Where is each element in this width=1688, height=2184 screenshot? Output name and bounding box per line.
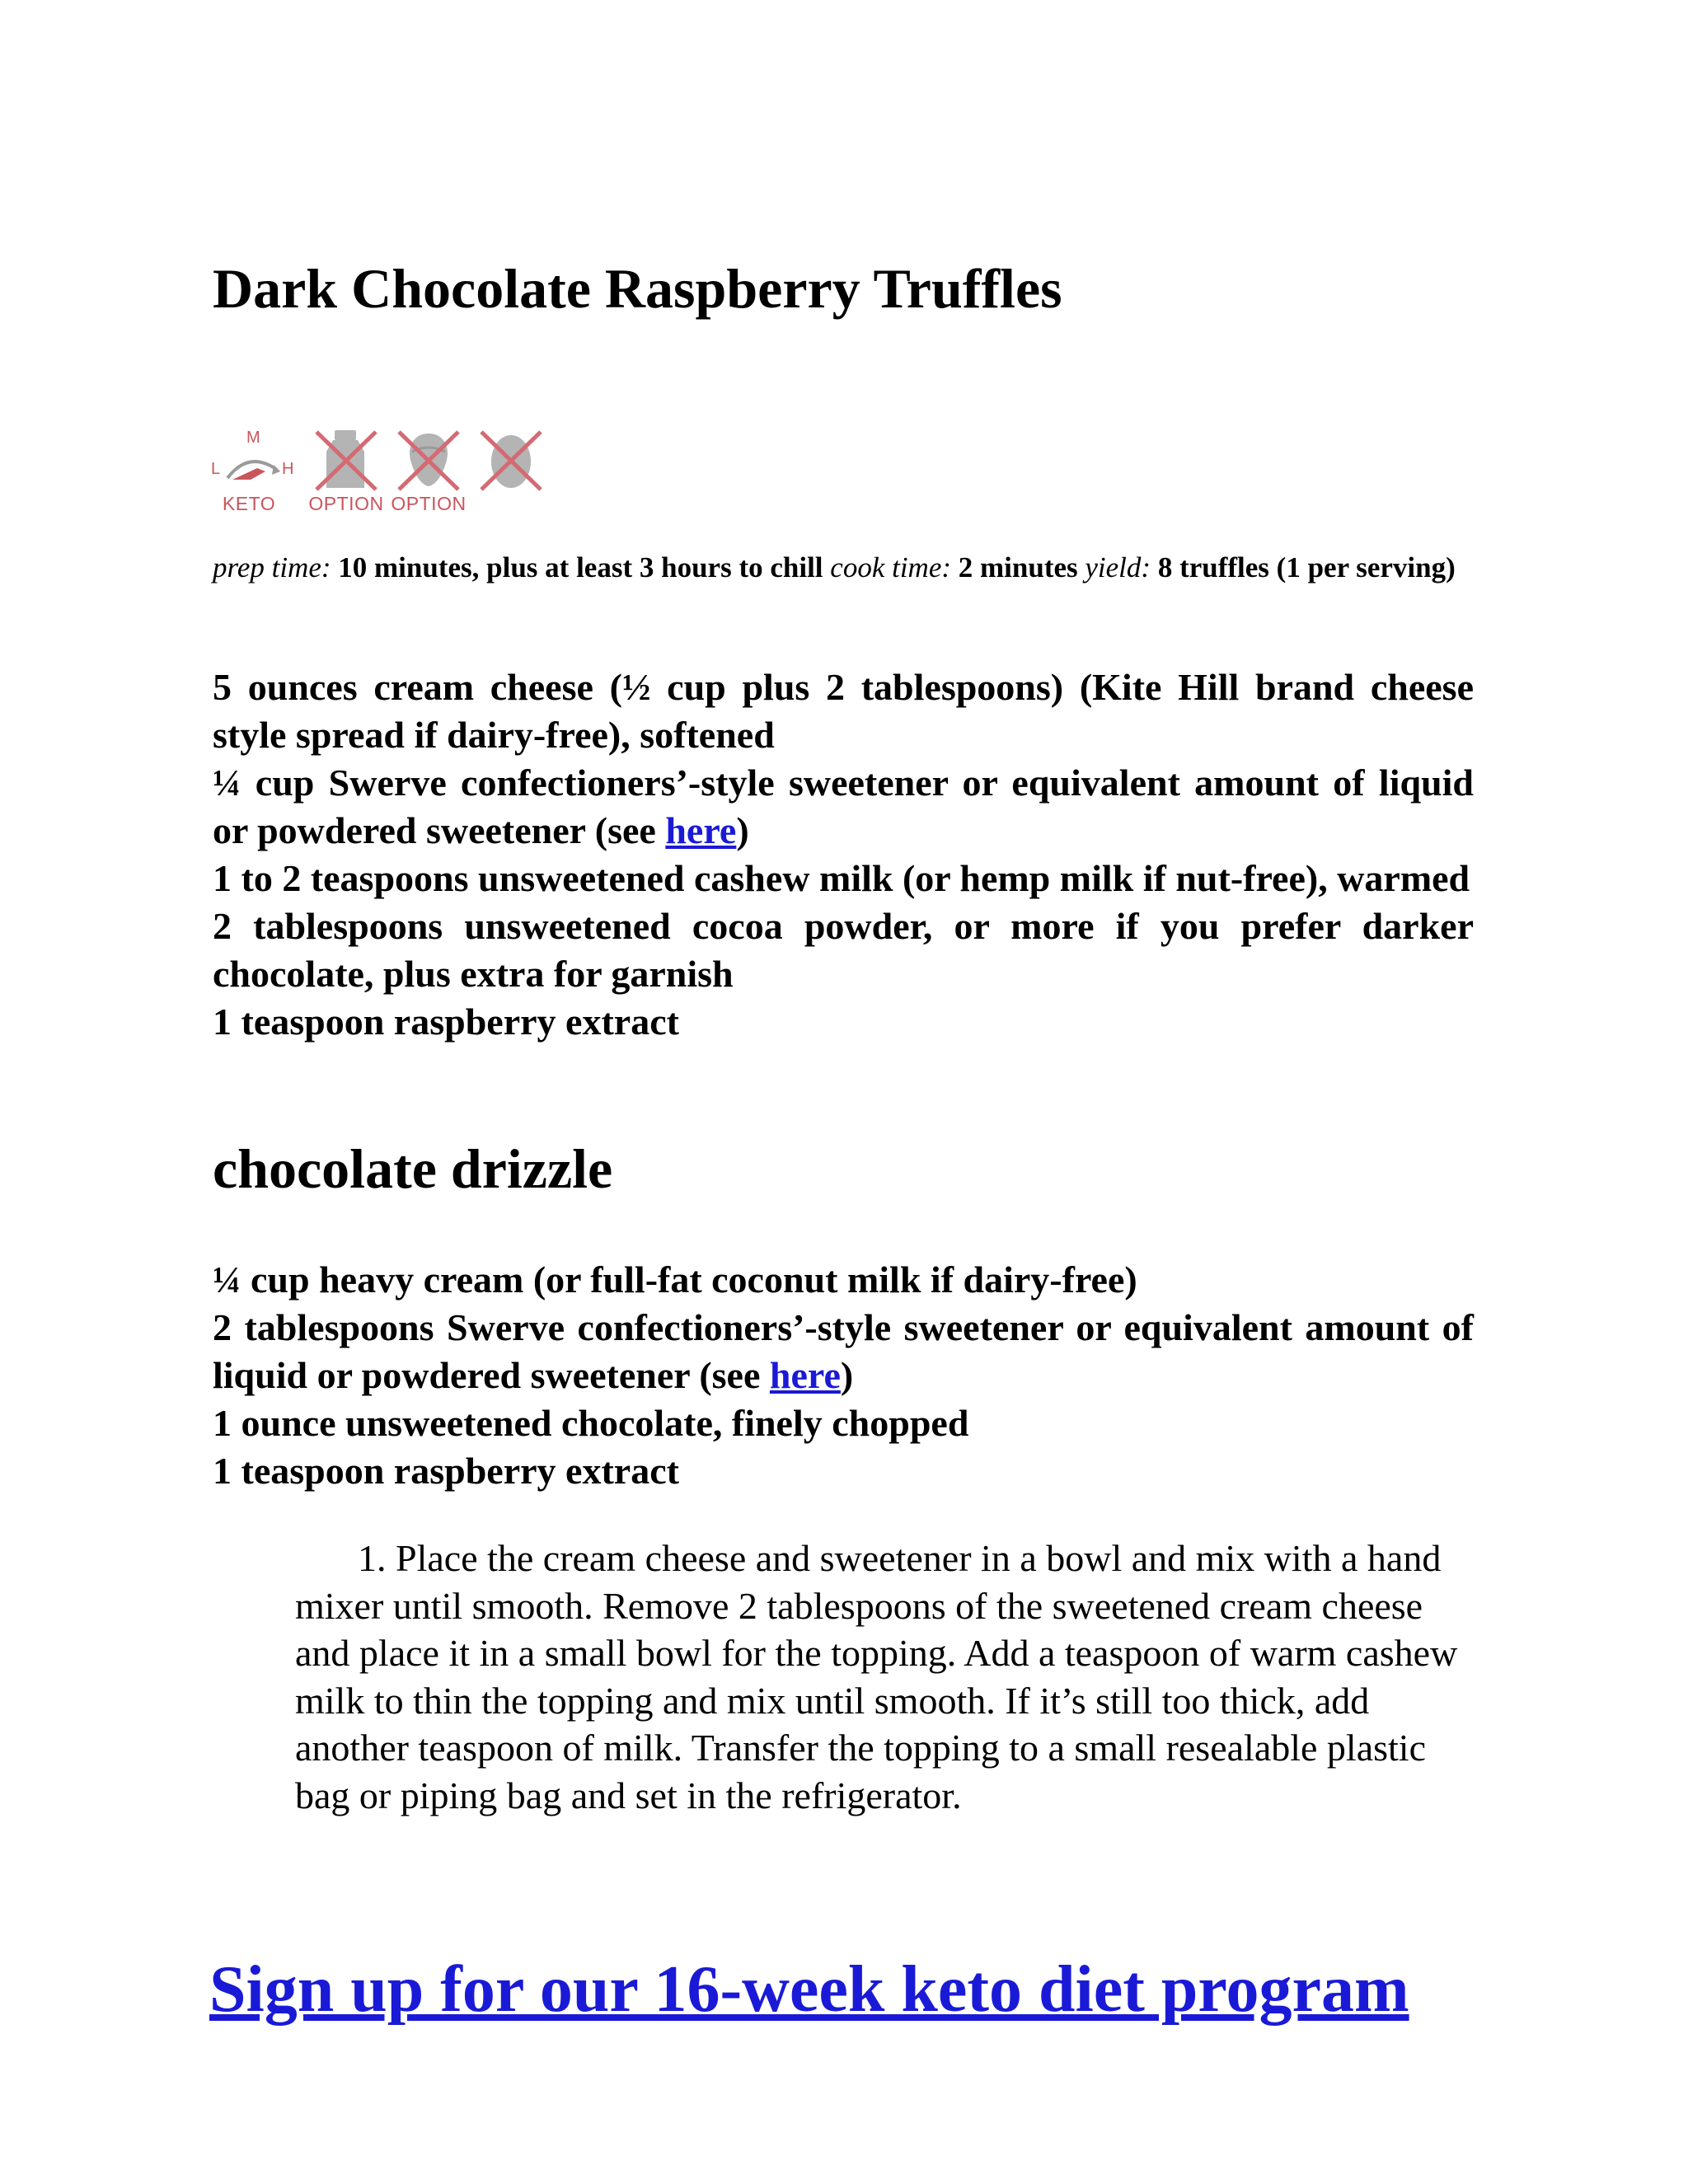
ingredient-item: 5 ounces cream cheese (½ cup plus 2 tablespoons) (Kite Hill brand cheese style spread if dairy-free), softened <box>213 666 1474 756</box>
cook-time-value: 2 minutes <box>958 551 1078 583</box>
keto-carb-gauge-icon <box>208 422 294 496</box>
egg-free-badge <box>470 422 552 519</box>
gauge-high-label: H <box>282 460 294 478</box>
ingredient-item: 1 teaspoon raspberry extract <box>213 1450 679 1492</box>
dairy-free-icon <box>305 422 387 496</box>
sweetener-here-link[interactable]: here <box>769 1354 841 1396</box>
nut-free-badge <box>387 422 470 519</box>
ingredient-item: 1 ounce unsweetened chocolate, finely chopped <box>213 1402 969 1444</box>
instruction-step <box>295 1535 1465 1819</box>
keto-badge <box>208 422 294 519</box>
yield-label: yield: <box>1085 551 1151 583</box>
instruction-steps <box>295 1535 1465 1819</box>
dairy-free-badge-label: OPTION <box>308 493 384 514</box>
dairy-free-badge <box>305 422 387 519</box>
drizzle-heading: chocolate drizzle <box>213 1137 613 1200</box>
nut-free-badge-label: OPTION <box>391 493 467 514</box>
ingredient-item: 2 tablespoons unsweetened cocoa powder, or more if you prefer darker chocolate, plus extra for garnish <box>213 905 1474 995</box>
gauge-medium-label: M <box>246 429 260 447</box>
yield-value: 8 truffles (1 per serving) <box>1157 551 1456 583</box>
sweetener-here-link[interactable]: here <box>665 809 737 851</box>
prep-time-label: prep time: <box>213 551 331 583</box>
cook-time-label: cook time: <box>830 551 952 583</box>
ingredient-item: 2 tablespoons Swerve confectioners’-style sweetener or equivalent amount of liquid or powdered sweetener (see here) <box>213 1306 1474 1396</box>
egg-free-icon <box>470 422 552 496</box>
recipe-title: Dark Chocolate Raspberry Truffles <box>213 257 1062 320</box>
diet-badges <box>208 422 554 519</box>
prep-time-value: 10 minutes, plus at least 3 hours to chill <box>338 551 823 583</box>
gauge-low-label: L <box>211 460 221 478</box>
ingredient-item: ¼ cup Swerve confectioners’-style sweetener or equivalent amount of liquid or powdered sweetener (see here) <box>213 762 1474 851</box>
ingredient-item: 1 to 2 teaspoons unsweetened cashew milk (or hemp milk if nut-free), warmed <box>213 857 1470 899</box>
ingredient-list <box>213 663 1474 1046</box>
ingredient-item: 1 teaspoon raspberry extract <box>213 1001 679 1043</box>
ingredient-item: ¼ cup heavy cream (or full-fat coconut milk if dairy-free) <box>213 1258 1137 1301</box>
recipe-meta <box>213 551 1474 585</box>
keto-program-signup-link[interactable]: Sign up for our 16-week keto diet program <box>209 1953 1409 2026</box>
nut-free-icon <box>387 422 470 496</box>
step-text: Place the cream cheese and sweetener in a bowl and mix with a hand mixer until smooth. Remove 2 tablespoons of the sweetened cream cheese and place it in a small bowl for the topping. Add a teaspoon of warm cashew milk to thin the topping and mix until smooth. If it’s still too thick, add another teaspoon of milk. Transfer the topping to a small resealable plastic bag or piping bag and set in the refrigerator. <box>295 1537 1458 1816</box>
drizzle-ingredient-list <box>213 1256 1474 1495</box>
step-number: 1. <box>358 1537 387 1579</box>
keto-badge-label: KETO <box>222 493 276 514</box>
